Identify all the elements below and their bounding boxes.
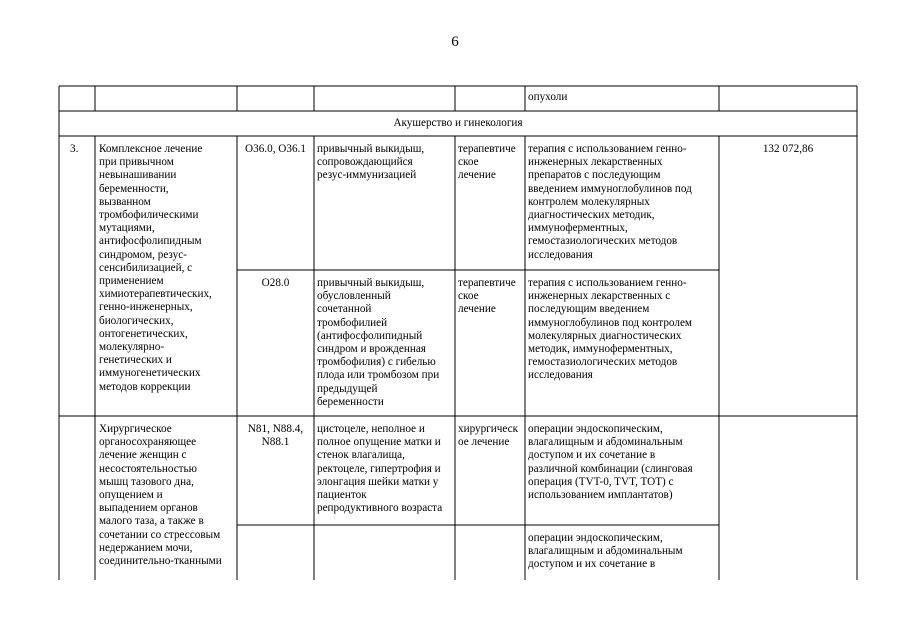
- entry-name: Комплексное лечение при привычном невынашивании беременности, вызванном тромбофилическими мутациями, антифосфолипидным синдромом, резус- сенсибилизацией, с применением химиотерапевтических, генно-инженерных, биологических, онтогенетических, молекулярно- генетических и иммуногенетических методов коррекции: [99, 143, 212, 393]
- row1-treatment: терапевтиче ское лечение: [458, 143, 516, 182]
- entry2-method-2: операции эндоскопическим, влагалищным и абдоминальным доступом и их сочетание в: [528, 532, 683, 571]
- entry-number: 3.: [70, 143, 79, 155]
- row1-model: привычный выкидыш, сопровождающийся резус-иммунизацией: [317, 143, 425, 182]
- row2-treatment: терапевтиче ское лечение: [458, 277, 516, 316]
- entry2-treatment: хирургическ ое лечение: [458, 423, 519, 449]
- top-row-method: опухоли: [528, 91, 568, 103]
- entry2-model: цистоцеле, неполное и полное опущение матки и стенок влагалища, ректоцеле, гипертрофия и элонгация шейки матки у пациенток репродуктивного возраста: [317, 423, 443, 515]
- row1-codes: O36.0, O36.1: [245, 143, 306, 155]
- entry-cost: 132 072,86: [762, 143, 814, 155]
- row2-method: терапия с использованием генно- инженерных лекарственных с последующим введением иммуноглобулинов под контролем молекулярных диагностических методик, иммуноферментных, гемостазиологических методов исследования: [528, 277, 693, 382]
- row1-method: терапия с использованием генно- инженерных лекарственных препаратов с последующим введением иммуноглобулинов под контролем молекулярных диагностических методик, иммуноферментных, гемостазиологических методов исследования: [528, 143, 692, 261]
- row2-codes: O28.0: [261, 277, 290, 289]
- section-header: Акушерство и гинекология: [393, 117, 523, 129]
- row2-model: привычный выкидыш, обусловленный сочетанной тромбофилией (антифосфолипидный синдром и врожденная тромбофилия) с гибелью плода или тромбозом при предыдущей беременности: [317, 277, 440, 408]
- entry2-method-1: операции эндоскопическим, влагалищным и абдоминальным доступом и их сочетание в различной комбинации (слинговая операция (TVT-0, TVT, TOT) с использованием имплантатов): [528, 423, 693, 502]
- entry2-codes: N81, N88.4, N88.1: [247, 423, 304, 449]
- page-number: 6: [451, 34, 459, 50]
- entry2-name: Хирургическое органосохраняющее лечение женщин с несостоятельностью мышц тазового дна, опущением и выпадением органов малого таза, а также в сочетании со стрессовым недержанием мочи, соединительно-тканными: [99, 423, 222, 568]
